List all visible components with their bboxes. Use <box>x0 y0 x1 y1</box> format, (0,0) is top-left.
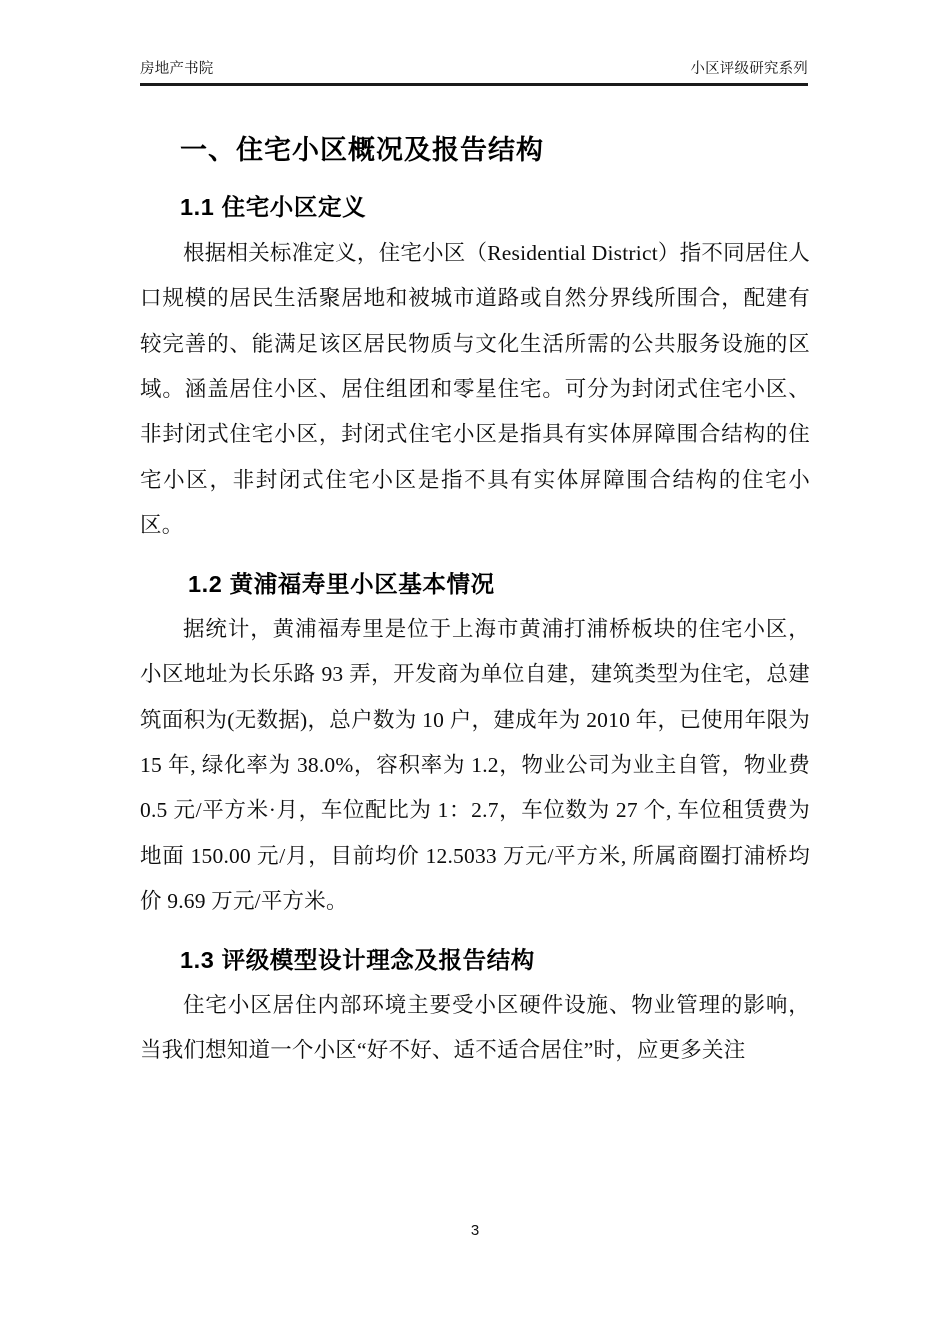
section-heading-1-2: 1.2 黄浦福寿里小区基本情况 <box>188 571 495 598</box>
header-divider <box>140 83 808 86</box>
section-paragraph-1-3: 住宅小区居住内部环境主要受小区硬件设施、物业管理的影响，当我们想知道一个小区“好不好、适不适合居住”时，应更多关注 <box>140 992 810 1063</box>
document-body <box>140 130 810 1074</box>
section-heading-1-3: 1.3 评级模型设计理念及报告结构 <box>180 947 535 974</box>
section-heading-1-1: 1.1 住宅小区定义 <box>180 193 367 220</box>
header-row <box>140 62 808 78</box>
running-header <box>140 62 808 102</box>
page-number: 3 <box>470 1222 480 1239</box>
section-paragraph-1-2: 据统计，黄浦福寿里是位于上海市黄浦打浦桥板块的住宅小区，小区地址为长乐路 93 弄，开发商为单位自建，建筑类型为住宅，总建筑面积为(无数据)，总户数为 10 户，建成年为 2010 年，已使用年限为 15 年, 绿化率为 38.0%，容积率为 1.2，物业公司为业主自管，物业费 0.5 元/平方米·月，车位配比为 1：2.7，车位数为 27 个, 车位租赁费为地面 150.00 元/月，目前均价 12.5033 万元/平方米, 所属商圈打浦桥均价 9.69 万元/平方米。 <box>140 616 810 914</box>
page-footer <box>0 1222 950 1239</box>
header-left-title: 房地产书院 <box>140 61 214 77</box>
chapter-heading: 一、住宅小区概况及报告结构 <box>180 135 544 165</box>
section-paragraph-1-1: 根据相关标准定义，住宅小区（Residential District）指不同居住人口规模的居民生活聚居地和被城市道路或自然分界线所围合，配建有较完善的、能满足该区居民物质与文化生活所需的公共服务设施的区域。涵盖居住小区、居住组团和零星住宅。可分为封闭式住宅小区、非封闭式住宅小区，封闭式住宅小区是指具有实体屏障围合结构的住宅小区，非封闭式住宅小区是指不具有实体屏障围合结构的住宅小区。 <box>140 240 810 538</box>
header-right-title: 小区评级研究系列 <box>690 61 808 77</box>
